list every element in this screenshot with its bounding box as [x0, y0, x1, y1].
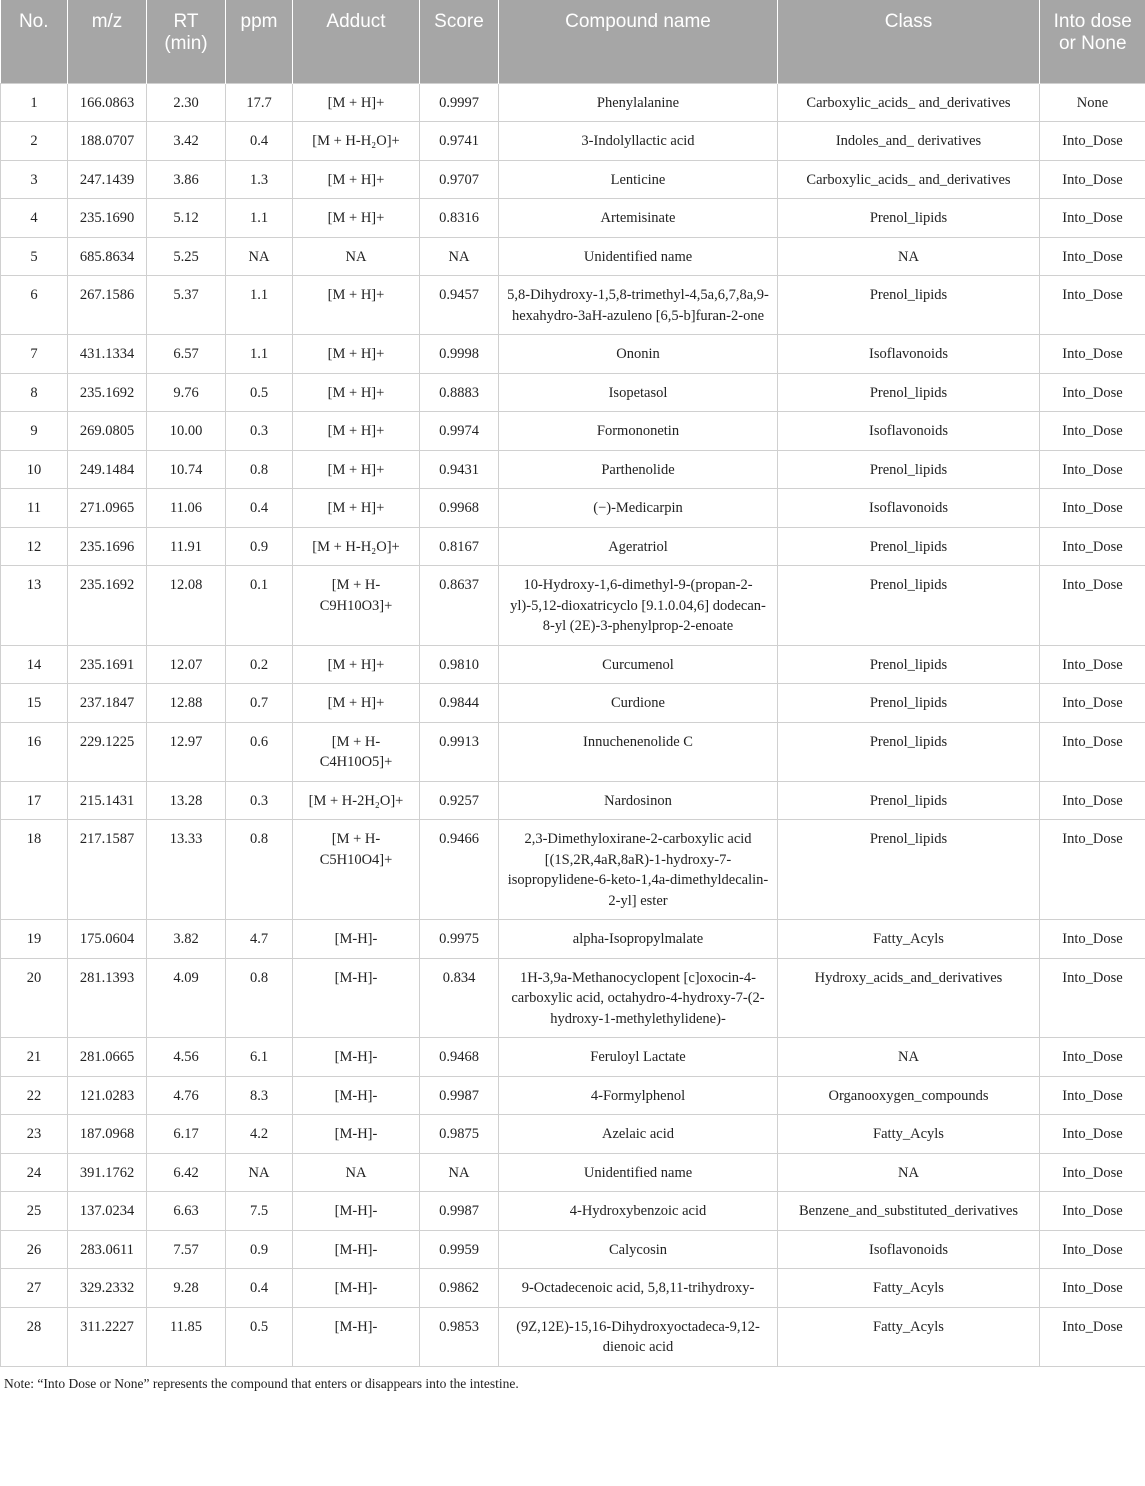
- cell-score: 0.9862: [420, 1269, 499, 1308]
- cell-rt: 5.37: [147, 276, 226, 335]
- cell-adduct: [M + H]+: [293, 199, 420, 238]
- cell-into-dose: Into_Dose: [1040, 722, 1145, 781]
- cell-into-dose: Into_Dose: [1040, 645, 1145, 684]
- cell-no: 17: [1, 781, 68, 820]
- cell-score: 0.9875: [420, 1115, 499, 1154]
- cell-compound-name: (−)-Medicarpin: [499, 489, 778, 528]
- cell-adduct: [M + H]+: [293, 83, 420, 122]
- cell-class: Isoflavonoids: [778, 1230, 1040, 1269]
- cell-compound-name: Formononetin: [499, 412, 778, 451]
- cell-mz: 235.1691: [68, 645, 147, 684]
- cell-adduct: [M-H]-: [293, 1230, 420, 1269]
- table-row: [1, 527, 1145, 566]
- cell-into-dose: Into_Dose: [1040, 489, 1145, 528]
- cell-mz: 215.1431: [68, 781, 147, 820]
- cell-into-dose: Into_Dose: [1040, 1153, 1145, 1192]
- cell-into-dose: Into_Dose: [1040, 1076, 1145, 1115]
- cell-score: 0.9997: [420, 83, 499, 122]
- cell-score: 0.9974: [420, 412, 499, 451]
- cell-score: 0.9466: [420, 820, 499, 920]
- cell-adduct: [M + H]+: [293, 684, 420, 723]
- cell-rt: 11.06: [147, 489, 226, 528]
- cell-mz: 391.1762: [68, 1153, 147, 1192]
- cell-mz: 235.1692: [68, 566, 147, 646]
- cell-mz: 281.1393: [68, 958, 147, 1038]
- table-row: [1, 958, 1145, 1038]
- cell-ppm: 1.1: [226, 199, 293, 238]
- cell-class: Fatty_Acyls: [778, 1115, 1040, 1154]
- table-row: [1, 489, 1145, 528]
- cell-adduct: [M + H-H₂O]+: [293, 122, 420, 161]
- cell-adduct: [M + H-C5H10O4]+: [293, 820, 420, 920]
- table-row: [1, 920, 1145, 959]
- cell-mz: 431.1334: [68, 335, 147, 374]
- cell-compound-name: Phenylalanine: [499, 83, 778, 122]
- cell-mz: 247.1439: [68, 160, 147, 199]
- cell-adduct: [M + H]+: [293, 373, 420, 412]
- cell-adduct: [M-H]-: [293, 1038, 420, 1077]
- table-row: [1, 1115, 1145, 1154]
- cell-adduct: [M + H]+: [293, 412, 420, 451]
- header-rt: RT (min): [147, 0, 226, 83]
- cell-mz: 121.0283: [68, 1076, 147, 1115]
- cell-no: 25: [1, 1192, 68, 1231]
- cell-no: 26: [1, 1230, 68, 1269]
- cell-ppm: 4.2: [226, 1115, 293, 1154]
- cell-ppm: 0.8: [226, 820, 293, 920]
- cell-class: Prenol_lipids: [778, 566, 1040, 646]
- cell-adduct: [M-H]-: [293, 1076, 420, 1115]
- cell-rt: 12.97: [147, 722, 226, 781]
- cell-class: NA: [778, 1153, 1040, 1192]
- cell-rt: 4.09: [147, 958, 226, 1038]
- cell-adduct: [M-H]-: [293, 958, 420, 1038]
- table-row: [1, 1153, 1145, 1192]
- cell-rt: 11.91: [147, 527, 226, 566]
- cell-class: Prenol_lipids: [778, 684, 1040, 723]
- header-row: [1, 0, 1145, 83]
- header-no: No.: [1, 0, 68, 83]
- cell-into-dose: Into_Dose: [1040, 820, 1145, 920]
- cell-ppm: 0.8: [226, 450, 293, 489]
- cell-compound-name: Parthenolide: [499, 450, 778, 489]
- cell-into-dose: Into_Dose: [1040, 566, 1145, 646]
- cell-mz: 235.1692: [68, 373, 147, 412]
- table-row: [1, 645, 1145, 684]
- cell-ppm: 1.1: [226, 276, 293, 335]
- table-row: [1, 160, 1145, 199]
- cell-rt: 10.00: [147, 412, 226, 451]
- cell-no: 4: [1, 199, 68, 238]
- cell-into-dose: Into_Dose: [1040, 920, 1145, 959]
- cell-score: 0.9968: [420, 489, 499, 528]
- cell-class: Isoflavonoids: [778, 489, 1040, 528]
- cell-into-dose: Into_Dose: [1040, 1192, 1145, 1231]
- cell-no: 1: [1, 83, 68, 122]
- cell-no: 8: [1, 373, 68, 412]
- cell-class: Fatty_Acyls: [778, 1269, 1040, 1308]
- cell-rt: 13.33: [147, 820, 226, 920]
- table-row: [1, 335, 1145, 374]
- cell-compound-name: Unidentified name: [499, 237, 778, 276]
- cell-adduct: NA: [293, 237, 420, 276]
- cell-no: 22: [1, 1076, 68, 1115]
- cell-ppm: 0.4: [226, 489, 293, 528]
- cell-class: Prenol_lipids: [778, 820, 1040, 920]
- cell-ppm: 1.3: [226, 160, 293, 199]
- cell-no: 27: [1, 1269, 68, 1308]
- header-into-dose: Into dose or None: [1040, 0, 1145, 83]
- header-compound-name: Compound name: [499, 0, 778, 83]
- table-note: Note: “Into Dose or None” represents the compound that enters or disappears into the intestine.: [4, 1375, 519, 1391]
- cell-into-dose: Into_Dose: [1040, 1115, 1145, 1154]
- cell-mz: 271.0965: [68, 489, 147, 528]
- cell-score: 0.9913: [420, 722, 499, 781]
- cell-score: NA: [420, 237, 499, 276]
- cell-ppm: 17.7: [226, 83, 293, 122]
- cell-ppm: 0.7: [226, 684, 293, 723]
- cell-ppm: 0.2: [226, 645, 293, 684]
- table-row: [1, 1192, 1145, 1231]
- cell-rt: 6.42: [147, 1153, 226, 1192]
- table-row: [1, 781, 1145, 820]
- cell-into-dose: Into_Dose: [1040, 527, 1145, 566]
- cell-rt: 4.56: [147, 1038, 226, 1077]
- cell-ppm: 0.3: [226, 781, 293, 820]
- cell-mz: 237.1847: [68, 684, 147, 723]
- table-row: [1, 820, 1145, 920]
- cell-ppm: 7.5: [226, 1192, 293, 1231]
- cell-rt: 12.07: [147, 645, 226, 684]
- cell-score: 0.9998: [420, 335, 499, 374]
- cell-no: 2: [1, 122, 68, 161]
- cell-ppm: 8.3: [226, 1076, 293, 1115]
- cell-score: 0.9844: [420, 684, 499, 723]
- cell-compound-name: Innuchenenolide C: [499, 722, 778, 781]
- cell-adduct: [M-H]-: [293, 1307, 420, 1366]
- cell-rt: 13.28: [147, 781, 226, 820]
- header-score: Score: [420, 0, 499, 83]
- cell-no: 11: [1, 489, 68, 528]
- cell-score: 0.9987: [420, 1192, 499, 1231]
- cell-adduct: [M + H-H₂O]+: [293, 527, 420, 566]
- table-row: [1, 122, 1145, 161]
- cell-no: 9: [1, 412, 68, 451]
- cell-score: 0.834: [420, 958, 499, 1038]
- cell-compound-name: Curcumenol: [499, 645, 778, 684]
- cell-mz: 235.1690: [68, 199, 147, 238]
- cell-compound-name: Isopetasol: [499, 373, 778, 412]
- cell-no: 15: [1, 684, 68, 723]
- cell-into-dose: Into_Dose: [1040, 276, 1145, 335]
- cell-mz: 249.1484: [68, 450, 147, 489]
- cell-score: 0.8637: [420, 566, 499, 646]
- cell-no: 7: [1, 335, 68, 374]
- cell-class: Carboxylic_acids_ and_derivatives: [778, 83, 1040, 122]
- cell-class: Benzene_and_substituted_derivatives: [778, 1192, 1040, 1231]
- cell-ppm: 0.9: [226, 527, 293, 566]
- cell-mz: 188.0707: [68, 122, 147, 161]
- cell-compound-name: 4-Formylphenol: [499, 1076, 778, 1115]
- cell-class: Prenol_lipids: [778, 373, 1040, 412]
- cell-class: Isoflavonoids: [778, 412, 1040, 451]
- cell-ppm: 0.1: [226, 566, 293, 646]
- cell-class: Hydroxy_acids_and_derivatives: [778, 958, 1040, 1038]
- table-row: [1, 1230, 1145, 1269]
- cell-adduct: [M-H]-: [293, 1269, 420, 1308]
- cell-compound-name: Feruloyl Lactate: [499, 1038, 778, 1077]
- cell-score: 0.8883: [420, 373, 499, 412]
- cell-class: Prenol_lipids: [778, 527, 1040, 566]
- cell-mz: 229.1225: [68, 722, 147, 781]
- cell-rt: 12.88: [147, 684, 226, 723]
- cell-adduct: [M + H]+: [293, 450, 420, 489]
- table-row: [1, 1076, 1145, 1115]
- cell-compound-name: alpha-Isopropylmalate: [499, 920, 778, 959]
- cell-adduct: [M + H]+: [293, 645, 420, 684]
- cell-rt: 3.42: [147, 122, 226, 161]
- cell-mz: 281.0665: [68, 1038, 147, 1077]
- cell-score: NA: [420, 1153, 499, 1192]
- cell-ppm: 0.6: [226, 722, 293, 781]
- cell-class: Prenol_lipids: [778, 645, 1040, 684]
- cell-rt: 11.85: [147, 1307, 226, 1366]
- table-row: [1, 684, 1145, 723]
- cell-no: 19: [1, 920, 68, 959]
- cell-into-dose: Into_Dose: [1040, 412, 1145, 451]
- header-mz: m/z: [68, 0, 147, 83]
- cell-no: 28: [1, 1307, 68, 1366]
- table-row: [1, 237, 1145, 276]
- cell-class: Carboxylic_acids_ and_derivatives: [778, 160, 1040, 199]
- table-body: [1, 83, 1145, 1366]
- cell-adduct: [M-H]-: [293, 920, 420, 959]
- cell-score: 0.9810: [420, 645, 499, 684]
- cell-score: 0.9975: [420, 920, 499, 959]
- cell-no: 12: [1, 527, 68, 566]
- cell-compound-name: 9-Octadecenoic acid, 5,8,11-trihydroxy-: [499, 1269, 778, 1308]
- cell-mz: 217.1587: [68, 820, 147, 920]
- cell-ppm: 0.8: [226, 958, 293, 1038]
- cell-mz: 283.0611: [68, 1230, 147, 1269]
- cell-into-dose: Into_Dose: [1040, 373, 1145, 412]
- cell-compound-name: Unidentified name: [499, 1153, 778, 1192]
- header-ppm: ppm: [226, 0, 293, 83]
- cell-into-dose: Into_Dose: [1040, 335, 1145, 374]
- table-row: [1, 566, 1145, 646]
- cell-no: 21: [1, 1038, 68, 1077]
- cell-compound-name: Curdione: [499, 684, 778, 723]
- cell-adduct: [M + H]+: [293, 489, 420, 528]
- cell-compound-name: Artemisinate: [499, 199, 778, 238]
- cell-no: 5: [1, 237, 68, 276]
- cell-class: Isoflavonoids: [778, 335, 1040, 374]
- cell-into-dose: Into_Dose: [1040, 450, 1145, 489]
- cell-rt: 6.63: [147, 1192, 226, 1231]
- cell-ppm: 0.9: [226, 1230, 293, 1269]
- cell-class: Indoles_and_ derivatives: [778, 122, 1040, 161]
- cell-no: 3: [1, 160, 68, 199]
- cell-class: NA: [778, 1038, 1040, 1077]
- cell-no: 13: [1, 566, 68, 646]
- cell-into-dose: Into_Dose: [1040, 781, 1145, 820]
- cell-no: 6: [1, 276, 68, 335]
- cell-no: 24: [1, 1153, 68, 1192]
- cell-score: 0.9707: [420, 160, 499, 199]
- cell-adduct: [M + H]+: [293, 335, 420, 374]
- cell-compound-name: (9Z,12E)-15,16-Dihydroxyoctadeca-9,12-dienoic acid: [499, 1307, 778, 1366]
- cell-score: 0.9431: [420, 450, 499, 489]
- cell-into-dose: Into_Dose: [1040, 1269, 1145, 1308]
- table-row: [1, 412, 1145, 451]
- cell-class: Prenol_lipids: [778, 722, 1040, 781]
- cell-rt: 12.08: [147, 566, 226, 646]
- cell-rt: 6.57: [147, 335, 226, 374]
- cell-class: Prenol_lipids: [778, 199, 1040, 238]
- cell-mz: 267.1586: [68, 276, 147, 335]
- header-class: Class: [778, 0, 1040, 83]
- cell-rt: 3.82: [147, 920, 226, 959]
- cell-compound-name: Lenticine: [499, 160, 778, 199]
- table-header: [1, 0, 1145, 83]
- cell-compound-name: Calycosin: [499, 1230, 778, 1269]
- table-row: [1, 276, 1145, 335]
- cell-into-dose: Into_Dose: [1040, 122, 1145, 161]
- cell-rt: 5.12: [147, 199, 226, 238]
- cell-into-dose: Into_Dose: [1040, 1307, 1145, 1366]
- cell-rt: 2.30: [147, 83, 226, 122]
- cell-mz: 166.0863: [68, 83, 147, 122]
- cell-into-dose: Into_Dose: [1040, 237, 1145, 276]
- cell-no: 23: [1, 1115, 68, 1154]
- table-row: [1, 1038, 1145, 1077]
- cell-compound-name: 1H-3,9a-Methanocyclopent [c]oxocin-4-carboxylic acid, octahydro-4-hydroxy-7-(2-hydroxy-1-methylethylidene)-: [499, 958, 778, 1038]
- cell-class: NA: [778, 237, 1040, 276]
- table-row: [1, 199, 1145, 238]
- cell-ppm: 0.5: [226, 373, 293, 412]
- cell-ppm: 0.4: [226, 1269, 293, 1308]
- table-row: [1, 1269, 1145, 1308]
- cell-ppm: 0.3: [226, 412, 293, 451]
- cell-compound-name: Azelaic acid: [499, 1115, 778, 1154]
- cell-score: 0.9853: [420, 1307, 499, 1366]
- cell-rt: 9.76: [147, 373, 226, 412]
- cell-ppm: NA: [226, 237, 293, 276]
- cell-adduct: [M-H]-: [293, 1192, 420, 1231]
- cell-adduct: [M + H-C9H10O3]+: [293, 566, 420, 646]
- cell-compound-name: 4-Hydroxybenzoic acid: [499, 1192, 778, 1231]
- cell-class: Organooxygen_compounds: [778, 1076, 1040, 1115]
- cell-ppm: 0.4: [226, 122, 293, 161]
- table-row: [1, 373, 1145, 412]
- table-row: [1, 450, 1145, 489]
- cell-class: Prenol_lipids: [778, 450, 1040, 489]
- cell-adduct: [M + H-2H₂O]+: [293, 781, 420, 820]
- cell-ppm: 4.7: [226, 920, 293, 959]
- cell-into-dose: Into_Dose: [1040, 958, 1145, 1038]
- cell-mz: 685.8634: [68, 237, 147, 276]
- cell-compound-name: 10-Hydroxy-1,6-dimethyl-9-(propan-2-yl)-5,12-dioxatricyclo [9.1.0.04,6] dodecan-8-yl (2E)-3-phenylprop-2-enoate: [499, 566, 778, 646]
- header-adduct: Adduct: [293, 0, 420, 83]
- cell-rt: 5.25: [147, 237, 226, 276]
- cell-compound-name: Nardosinon: [499, 781, 778, 820]
- cell-mz: 269.0805: [68, 412, 147, 451]
- cell-rt: 4.76: [147, 1076, 226, 1115]
- cell-rt: 10.74: [147, 450, 226, 489]
- cell-class: Fatty_Acyls: [778, 920, 1040, 959]
- cell-ppm: 1.1: [226, 335, 293, 374]
- cell-adduct: [M-H]-: [293, 1115, 420, 1154]
- cell-class: Fatty_Acyls: [778, 1307, 1040, 1366]
- cell-score: 0.9959: [420, 1230, 499, 1269]
- cell-into-dose: Into_Dose: [1040, 160, 1145, 199]
- cell-no: 16: [1, 722, 68, 781]
- cell-ppm: 6.1: [226, 1038, 293, 1077]
- cell-score: 0.9457: [420, 276, 499, 335]
- cell-rt: 6.17: [147, 1115, 226, 1154]
- cell-rt: 9.28: [147, 1269, 226, 1308]
- cell-score: 0.8167: [420, 527, 499, 566]
- cell-no: 18: [1, 820, 68, 920]
- cell-score: 0.9468: [420, 1038, 499, 1077]
- cell-into-dose: None: [1040, 83, 1145, 122]
- cell-into-dose: Into_Dose: [1040, 199, 1145, 238]
- cell-score: 0.9257: [420, 781, 499, 820]
- cell-mz: 235.1696: [68, 527, 147, 566]
- cell-into-dose: Into_Dose: [1040, 684, 1145, 723]
- cell-mz: 329.2332: [68, 1269, 147, 1308]
- cell-adduct: NA: [293, 1153, 420, 1192]
- cell-compound-name: Ageratriol: [499, 527, 778, 566]
- cell-class: Prenol_lipids: [778, 276, 1040, 335]
- cell-compound-name: 3-Indolyllactic acid: [499, 122, 778, 161]
- cell-ppm: NA: [226, 1153, 293, 1192]
- table-row: [1, 83, 1145, 122]
- cell-score: 0.9987: [420, 1076, 499, 1115]
- cell-mz: 187.0968: [68, 1115, 147, 1154]
- table-row: [1, 1307, 1145, 1366]
- cell-compound-name: 5,8-Dihydroxy-1,5,8-trimethyl-4,5a,6,7,8a,9-hexahydro-3aH-azuleno [6,5-b]furan-2-one: [499, 276, 778, 335]
- cell-ppm: 0.5: [226, 1307, 293, 1366]
- cell-class: Prenol_lipids: [778, 781, 1040, 820]
- cell-no: 20: [1, 958, 68, 1038]
- cell-mz: 175.0604: [68, 920, 147, 959]
- cell-adduct: [M + H]+: [293, 160, 420, 199]
- cell-mz: 137.0234: [68, 1192, 147, 1231]
- cell-no: 14: [1, 645, 68, 684]
- cell-adduct: [M + H]+: [293, 276, 420, 335]
- cell-rt: 3.86: [147, 160, 226, 199]
- cell-compound-name: 2,3-Dimethyloxirane-2-carboxylic acid [(1S,2R,4aR,8aR)-1-hydroxy-7-isopropylidene-6-keto-1,4a-dimethyldecalin-2-yl] ester: [499, 820, 778, 920]
- table-row: [1, 722, 1145, 781]
- cell-rt: 7.57: [147, 1230, 226, 1269]
- cell-mz: 311.2227: [68, 1307, 147, 1366]
- cell-into-dose: Into_Dose: [1040, 1038, 1145, 1077]
- cell-into-dose: Into_Dose: [1040, 1230, 1145, 1269]
- cell-score: 0.8316: [420, 199, 499, 238]
- cell-adduct: [M + H-C4H10O5]+: [293, 722, 420, 781]
- cell-no: 10: [1, 450, 68, 489]
- cell-compound-name: Ononin: [499, 335, 778, 374]
- cell-score: 0.9741: [420, 122, 499, 161]
